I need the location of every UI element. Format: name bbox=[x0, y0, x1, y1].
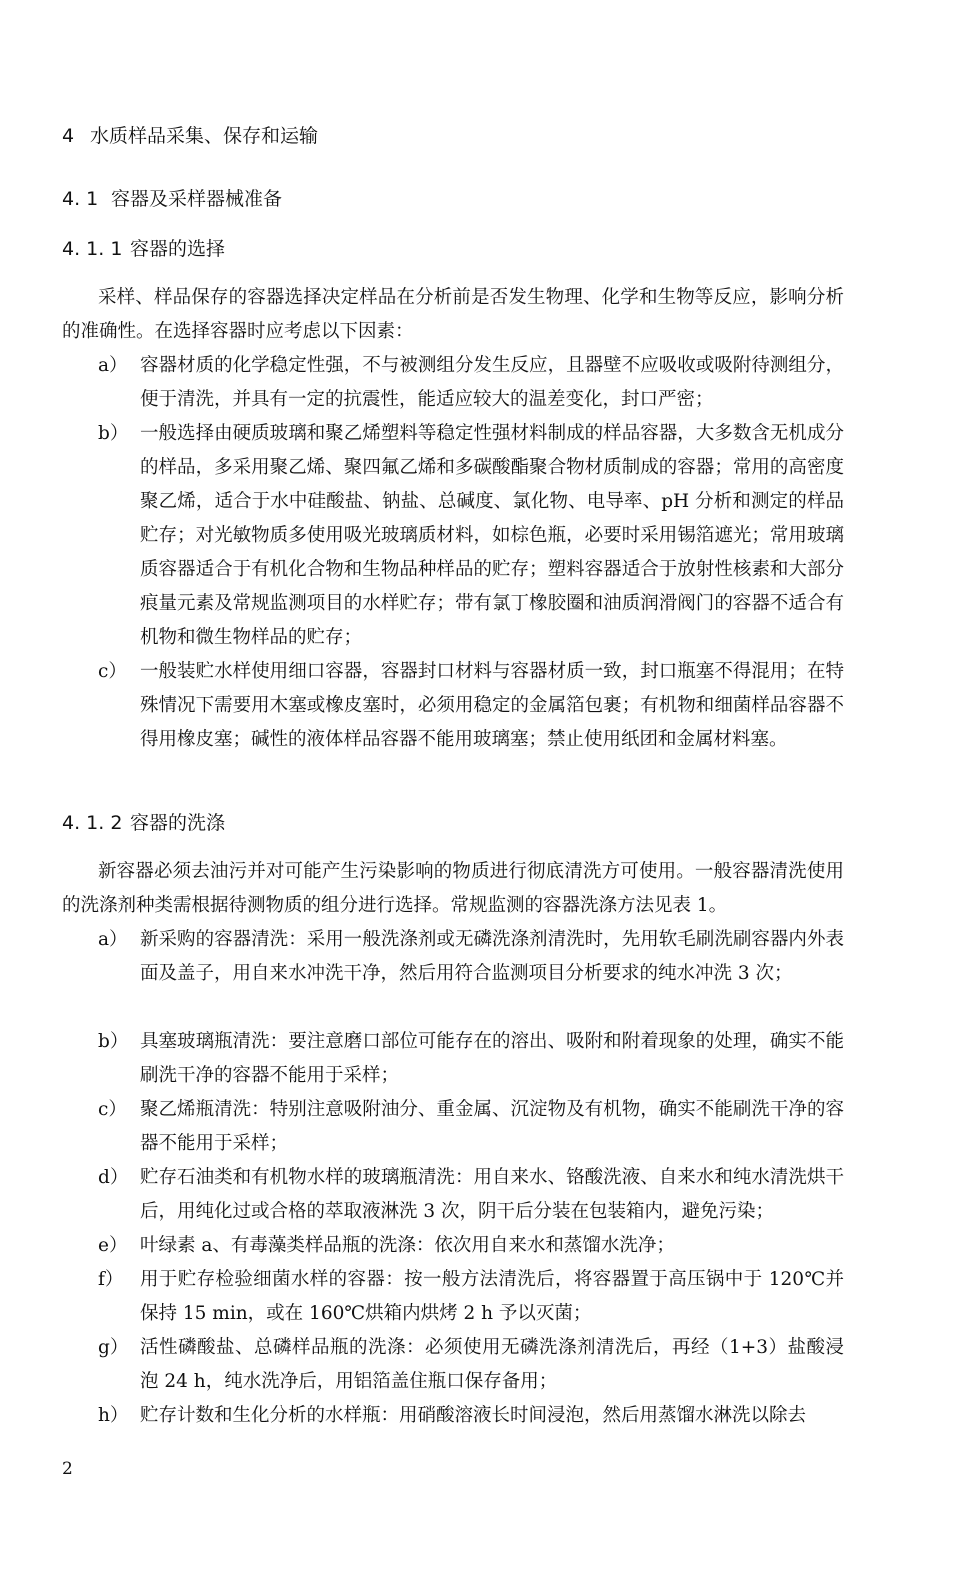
list-item bbox=[98, 1025, 844, 1093]
list-item-text: 贮存计数和生化分析的水样瓶：用硝酸溶液长时间浸泡，然后用蒸馏水淋洗以除去 bbox=[140, 1405, 807, 1426]
list-marker: a） bbox=[98, 355, 128, 376]
list-item bbox=[98, 1263, 844, 1331]
subsubsection-heading bbox=[62, 237, 225, 261]
list-item bbox=[98, 1229, 844, 1263]
list-item-text: 聚乙烯瓶清洗：特别注意吸附油分、重金属、沉淀物及有机物，确实不能刷洗干净的容器不能用于采样； bbox=[140, 1099, 844, 1154]
subsubsection-heading bbox=[62, 811, 225, 835]
subsubsection-number: 4. 1. 2 bbox=[62, 812, 123, 834]
list-item bbox=[98, 923, 844, 991]
list-item-text: 贮存石油类和有机物水样的玻璃瓶清洗：用自来水、铬酸洗液、自来水和纯水清洗烘干后，用纯化过或合格的萃取液淋洗 3 次，阴干后分装在包装箱内，避免污染； bbox=[140, 1167, 844, 1222]
list-item-text: 新采购的容器清洗：采用一般洗涤剂或无磷洗涤剂清洗时，先用软毛刷洗刷容器内外表面及盖子，用自来水冲洗干净，然后用符合监测项目分析要求的纯水冲洗 3 次； bbox=[140, 929, 844, 984]
page-number: 2 bbox=[62, 1459, 73, 1479]
list-marker: b） bbox=[98, 1031, 129, 1052]
list-item bbox=[98, 417, 844, 655]
list-marker: c） bbox=[98, 1099, 127, 1120]
list-item-text: 活性磷酸盐、总磷样品瓶的洗涤：必须使用无磷洗涤剂清洗后，再经（1+3）盐酸浸泡 24 h，纯水洗净后，用铝箔盖住瓶口保存备用； bbox=[140, 1337, 844, 1392]
list-marker: a） bbox=[98, 929, 128, 950]
list-marker: c） bbox=[98, 661, 127, 682]
intro-paragraph: 新容器必须去油污并对可能产生污染影响的物质进行彻底清洗方可使用。一般容器清洗使用的洗涤剂种类需根据待测物质的组分进行选择。常规监测的容器洗涤方法见表 1。 bbox=[62, 861, 844, 916]
list-item-text: 用于贮存检验细菌水样的容器：按一般方法清洗后，将容器置于高压锅中于 120℃并保持 15 min，或在 160℃烘箱内烘烤 2 h 予以灭菌； bbox=[140, 1269, 844, 1324]
list-item-text: 容器材质的化学稳定性强，不与被测组分发生反应，且器壁不应吸收或吸附待测组分，便于清洗，并具有一定的抗震性，能适应较大的温差变化，封口严密； bbox=[140, 355, 844, 410]
intro-paragraph: 采样、样品保存的容器选择决定样品在分析前是否发生物理、化学和生物等反应，影响分析的准确性。在选择容器时应考虑以下因素： bbox=[62, 287, 844, 342]
list-item bbox=[98, 1093, 844, 1161]
list-item-text: 叶绿素 a、有毒藻类样品瓶的洗涤：依次用自来水和蒸馏水洗净； bbox=[140, 1235, 675, 1256]
section-heading bbox=[62, 124, 318, 148]
list-item bbox=[98, 1399, 844, 1433]
list-item bbox=[98, 1161, 844, 1229]
subsubsection-title: 容器的选择 bbox=[130, 238, 226, 260]
list-item-text: 一般选择由硬质玻璃和聚乙烯塑料等稳定性强材料制成的样品容器，大多数含无机成分的样品，多采用聚乙烯、聚四氟乙烯和多碳酸酯聚合物材质制成的容器；常用的高密度聚乙烯，适合于水中硅酸盐、钠盐、总碱度、氯化物、电导率、pH 分析和测定的样品贮存；对光敏物质多使用吸光玻璃质材料，如棕色瓶，必要时采用锡箔遮光；常用玻璃质容器适合于有机化合物和生物品种样品的贮存；塑料容器适合于放射性核素和大部分痕量元素及常规监测项目的水样贮存；带有氯丁橡胶圈和油质润滑阀门的容器不适合有机物和微生物样品的贮存； bbox=[140, 423, 844, 648]
list-item-text: 一般装贮水样使用细口容器，容器封口材料与容器材质一致，封口瓶塞不得混用；在特殊情况下需要用木塞或橡皮塞时，必须用稳定的金属箔包裹；有机物和细菌样品容器不得用橡皮塞；碱性的液体样品容器不能用玻璃塞；禁止使用纸团和金属材料塞。 bbox=[140, 661, 844, 750]
list-marker: e） bbox=[98, 1235, 128, 1256]
list-item bbox=[98, 655, 844, 757]
list-marker: f） bbox=[98, 1269, 124, 1290]
list-item bbox=[98, 1331, 844, 1399]
list-marker: g） bbox=[98, 1337, 129, 1358]
list-marker: h） bbox=[98, 1405, 129, 1426]
section-number: 4 bbox=[62, 125, 75, 147]
subsection-number: 4. 1 bbox=[62, 188, 99, 210]
subsubsection-title: 容器的洗涤 bbox=[130, 812, 226, 834]
list-marker: d） bbox=[98, 1167, 129, 1188]
subsection-title: 容器及采样器械准备 bbox=[111, 188, 283, 210]
list-item-text: 具塞玻璃瓶清洗：要注意磨口部位可能存在的溶出、吸附和附着现象的处理，确实不能刷洗干净的容器不能用于采样； bbox=[140, 1031, 844, 1086]
list-item bbox=[98, 349, 844, 417]
subsection-heading bbox=[62, 187, 282, 211]
section-title: 水质样品采集、保存和运输 bbox=[90, 125, 319, 147]
list-marker: b） bbox=[98, 423, 129, 444]
subsubsection-number: 4. 1. 1 bbox=[62, 238, 123, 260]
